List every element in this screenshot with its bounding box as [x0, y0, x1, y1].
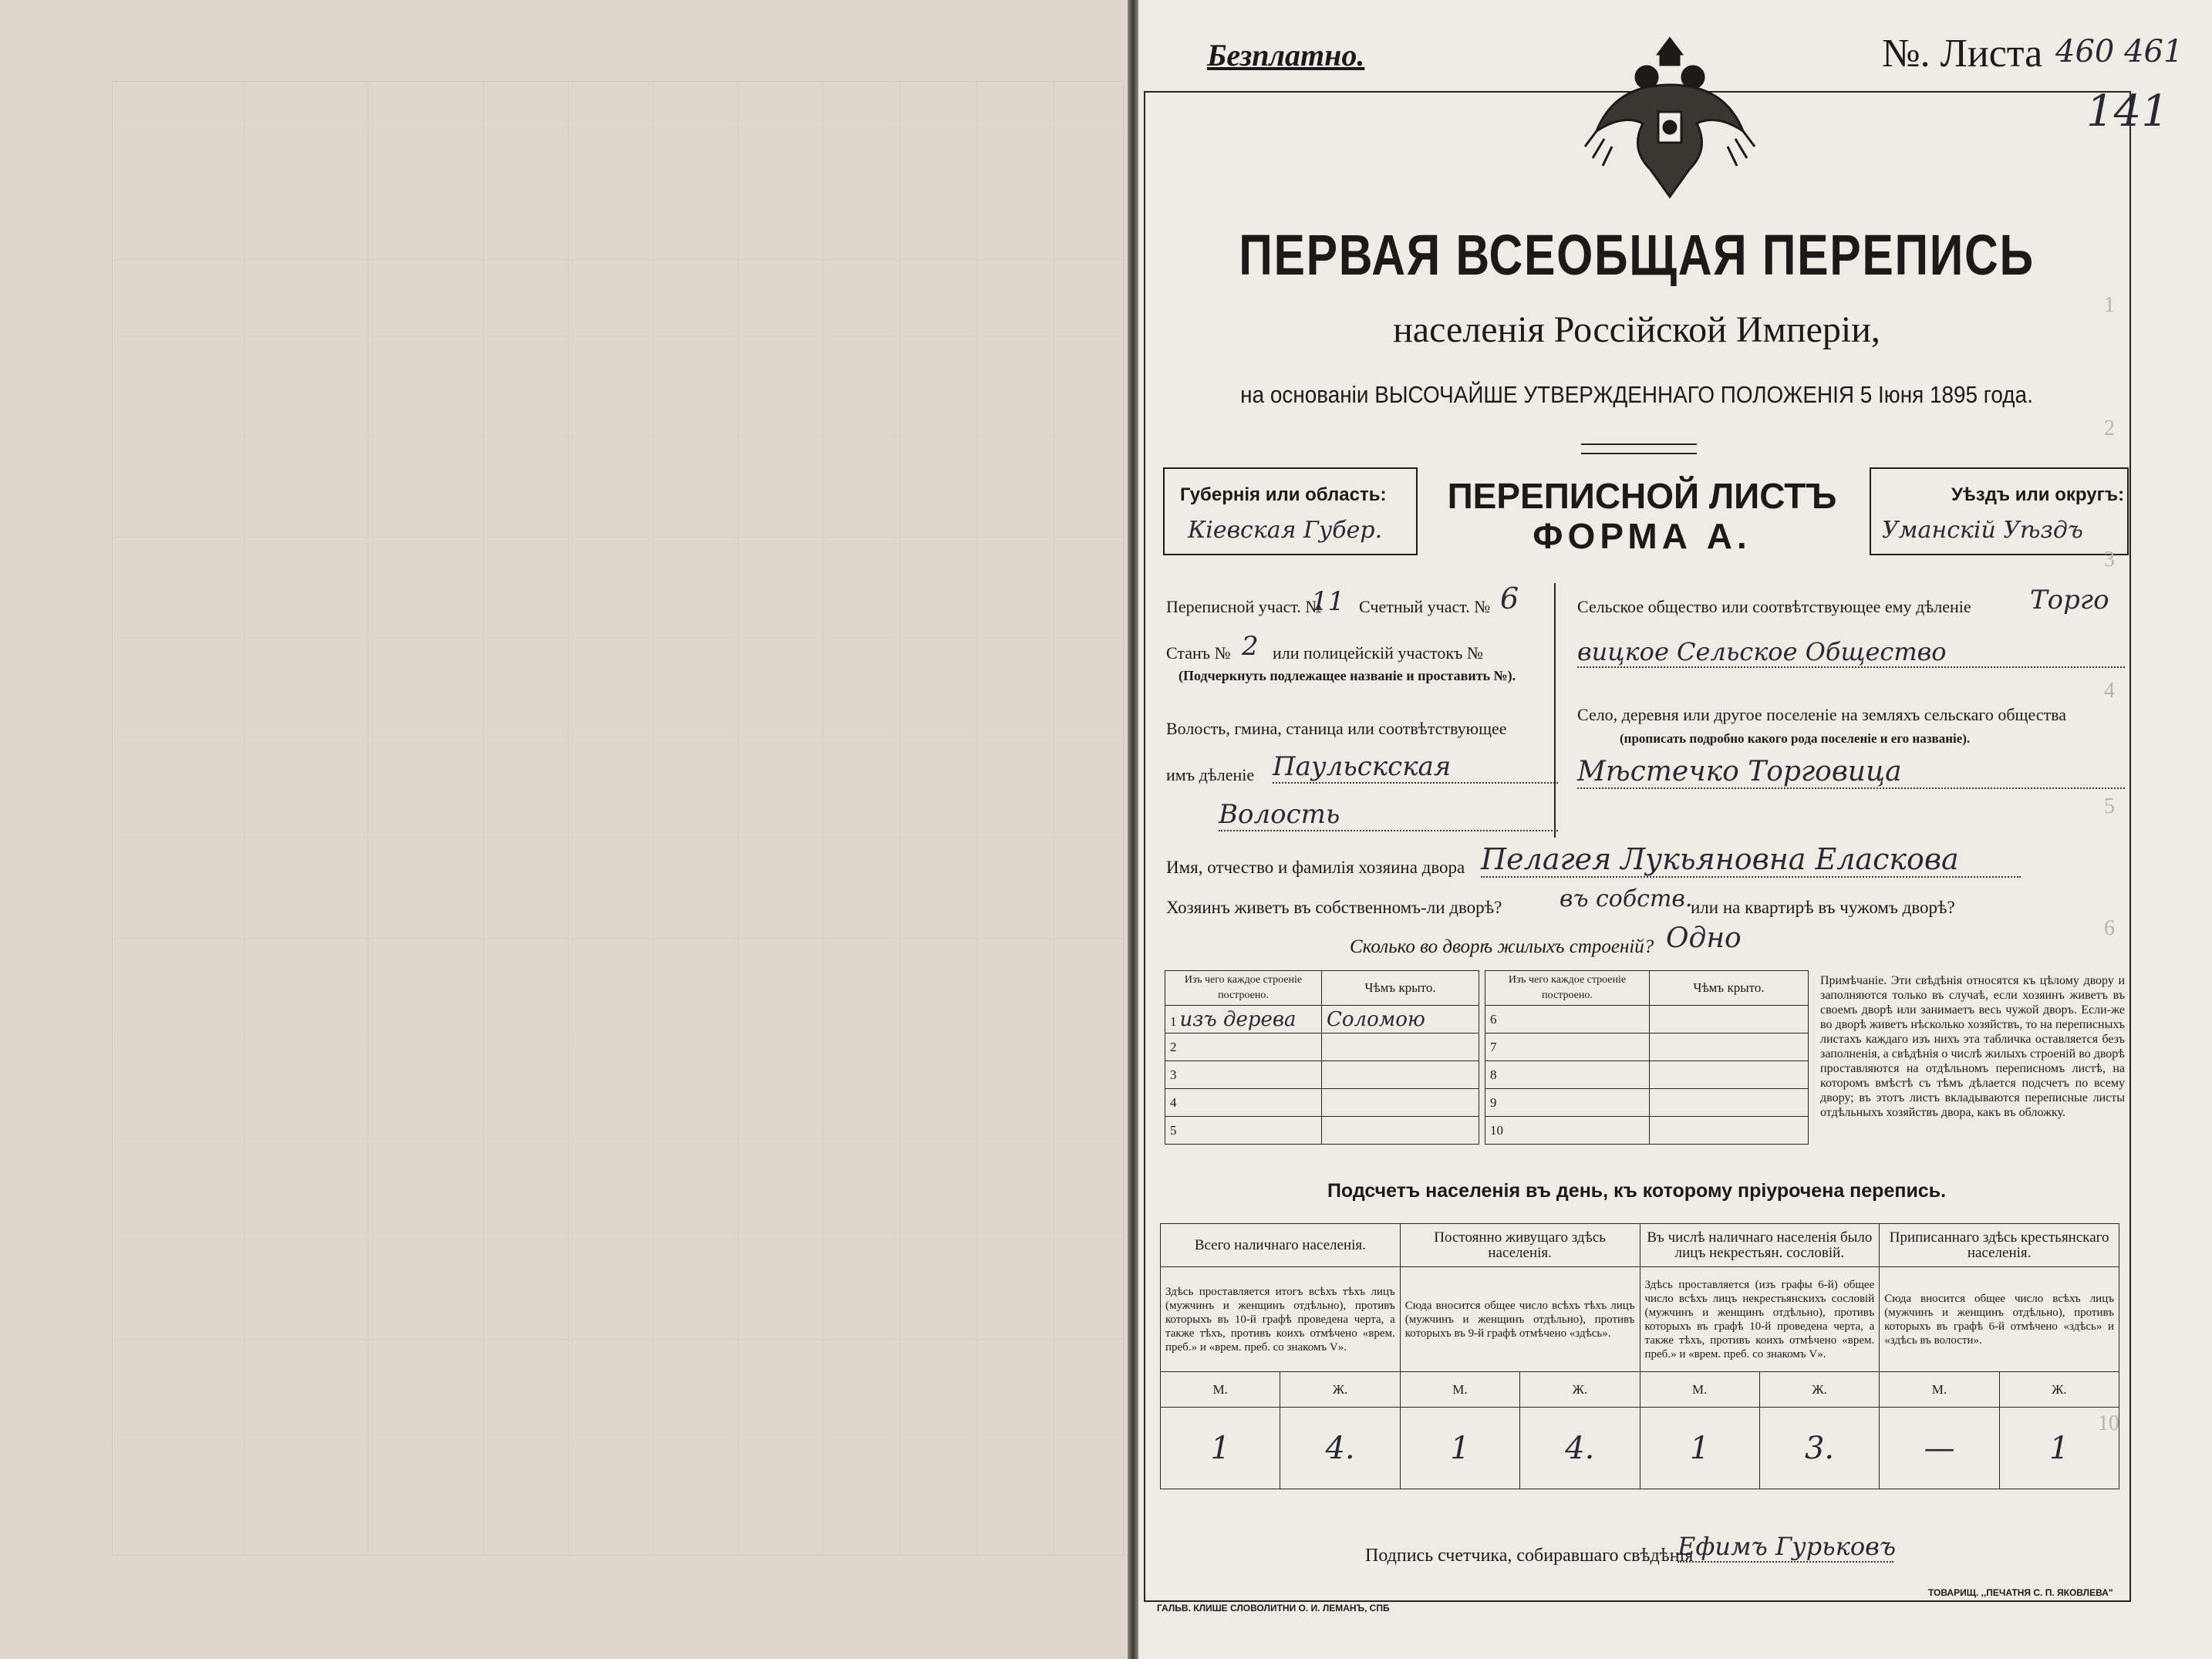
uezd-value: Уманскій Уѣздъ [1882, 517, 2083, 544]
gubernia-label: Губернія или область: [1180, 484, 1387, 505]
table-row: 3 [1165, 1061, 1322, 1089]
table-row: 6 [1485, 1006, 1650, 1034]
table-row: 1 изъ дерева [1165, 1006, 1322, 1034]
corner-number: 141 [2086, 86, 2169, 137]
owner-name-value: Пелагея Лукьяновна Еласкова [1481, 842, 2021, 878]
f-label: Ж. [1520, 1372, 1640, 1408]
ghost-row-number: 4 [2104, 679, 2115, 703]
uezd-label: Уѣздъ или округъ: [1951, 484, 2125, 505]
census-col-desc: Здѣсь проставляется итогъ всѣхъ тѣхъ лицъ (мужчинъ и женщинъ отдѣльно), противъ которыхъ въ 10-й графѣ проведена черта, а также тѣхъ, противъ коихъ отмѣчено «врем. преб.» и «врем. преб. со знакомъ V». [1161, 1267, 1401, 1372]
signature-value: Ефимъ Гурьковъ [1678, 1532, 1897, 1561]
sheet-numbers: 460 461 [2055, 34, 2183, 69]
count-value: 1 [1400, 1408, 1519, 1489]
census-col-title: Въ числѣ наличнаго населенія было лицъ некрестьян. сословій. [1640, 1224, 1880, 1267]
stan-value: 2 [1242, 631, 1259, 662]
owner-lives-label: Хозяинъ живетъ въ собственномъ-ли дворѣ? [1166, 898, 1502, 917]
ghost-row-number: 3 [2104, 548, 2115, 572]
table-row: 2 [1165, 1034, 1322, 1061]
printer-right: ТОВАРИЩ. ,,ПЕЧАТНЯ С. П. ЯКОВЛЕВА" [1928, 1587, 2113, 1598]
ghost-row-number: 1 [2104, 293, 2115, 317]
police-label: или полицейскій участокъ № [1273, 643, 1483, 663]
selskoe-label: Сельское общество или соотвѣтствующее ему дѣленіе [1577, 597, 1971, 616]
census-col-desc: Сюда вносится общее число всѣхъ тѣхъ лицъ (мужчинъ и женщинъ отдѣльно), противъ которыхъ въ 9-й графѣ отмѣчено «здѣсь». [1400, 1267, 1640, 1372]
left-page-ghost-table [112, 81, 1124, 1556]
f-label: Ж. [1280, 1372, 1400, 1408]
ghost-row-number: 2 [2104, 416, 2115, 440]
schetny-uchast-label: Счетный участ. № [1359, 597, 1491, 616]
count-value: — [1880, 1408, 1999, 1489]
census-col-desc: Сюда вносится общее число всѣхъ лицъ (мужчинъ и женщинъ отдѣльно), противъ которыхъ въ графѣ 6-й отмѣчено «здѣсь» и «здѣсь въ волости». [1880, 1267, 2119, 1372]
basis-line: на основаніи ВЫСОЧАЙШЕ УТВЕРЖДЕННАГО ПОЛОЖЕНІЯ 5 Іюня 1895 года. [1240, 381, 2033, 408]
free-label: Безплатно. [1207, 38, 1365, 72]
selo-value: Мѣстечко Торговица [1577, 756, 2125, 789]
table-row: 9 [1485, 1089, 1650, 1117]
table-row: 8 [1485, 1061, 1650, 1089]
perepis-uchast-label: Переписной участ. № [1166, 597, 1322, 616]
form-subtitle: ФОРМА А. [1533, 516, 1752, 556]
volost-label-2: имъ дѣленіе [1166, 765, 1255, 784]
owner-or-label: или на квартирѣ въ чужомъ дворѣ? [1691, 898, 1955, 917]
table-row: 7 [1485, 1034, 1650, 1061]
selskoe-value-1: Торго [2030, 585, 2109, 615]
f-label: Ж. [1759, 1372, 1879, 1408]
ornament-divider [1581, 443, 1697, 454]
selo-label: Село, деревня или другое поселеніе на земляхъ сельскаго общества [1577, 705, 2067, 724]
selskoe-value-2: вицкое Сельское Общество [1577, 637, 2125, 668]
count-value: 1 [1640, 1408, 1759, 1489]
underline-note: (Подчеркнуть подлежащее названіе и проставить №). [1178, 668, 1516, 683]
count-value: 1 [1161, 1408, 1280, 1489]
perepis-uchast-value: 11 [1311, 586, 1345, 617]
table-row: 4 [1165, 1089, 1322, 1117]
buildings-note: Примѣчаніе. Эти свѣдѣнія относятся къ цѣлому двору и заполняются только въ случаѣ, если хозяинъ живетъ въ своемъ дворѣ или занимаетъ весь чужой дворъ. Если-же во дворѣ живетъ нѣсколько хозяйствъ, то на переписныхъ листахъ каждаго изъ нихъ эта табличка оставляется безъ заполненія, а свѣдѣнія о числѣ жилыхъ строеній во дворѣ проставляются на отдѣльномъ переписномъ листѣ, на которомъ вмѣстѣ съ тѣмъ дѣлается подсчетъ по всему двору; въ этотъ листъ вкладываются переписные листы отдѣльныхъ хозяйствъ двора, какъ въ обложку. [1820, 974, 2125, 1119]
census-count-table [1160, 1223, 2119, 1489]
signature-label: Подпись счетчика, собиравшаго свѣдѣнія [1365, 1546, 1694, 1566]
volost-value-1: Паульскская [1273, 751, 1558, 784]
census-count-heading: Подсчетъ населенія въ день, къ которому пріурочена перепись. [1327, 1180, 1947, 1202]
stan-label: Станъ № [1166, 643, 1231, 663]
sheet-label: №. Листа [1882, 32, 2043, 76]
book-binding [1128, 0, 1138, 1659]
m-label: М. [1400, 1372, 1519, 1408]
subtitle: населенія Россійской Имперіи, [1393, 309, 1880, 350]
census-col-title: Приписаннаго здѣсь крестьянскаго населенія. [1880, 1224, 2119, 1267]
main-title: ПЕРВАЯ ВСЕОБЩАЯ ПЕРЕПИСЬ [1239, 223, 2035, 287]
ghost-row-number: 6 [2104, 916, 2115, 940]
form-title: ПЕРЕПИСНОЙ ЛИСТЪ [1447, 476, 1837, 516]
selo-note: (прописать подробно какого рода поселеніе и его названіе). [1620, 731, 1971, 746]
schetny-uchast-value: 6 [1500, 582, 1519, 615]
col-built-header: Изъ чего каждое строеніе построено. [1165, 971, 1322, 1006]
double-headed-eagle-emblem [1581, 31, 1758, 208]
m-label: М. [1640, 1372, 1759, 1408]
col-roof-header: Чѣмъ крыто. [1322, 971, 1479, 1006]
count-value: 3. [1759, 1408, 1879, 1489]
volost-value-2: Волость [1219, 799, 1558, 831]
buildings-table-right: Изъ чего каждое строеніе построено. Чѣмъ крыто. 6 7 8 9 10 [1485, 970, 1809, 1145]
volost-label: Волость, гмина, станица или соотвѣтствующее [1166, 719, 1507, 738]
census-col-title: Всего наличнаго населенія. [1161, 1224, 1401, 1267]
count-value: 4. [1280, 1408, 1400, 1489]
buildings-value: Одно [1666, 922, 1742, 954]
table-row: 5 [1165, 1117, 1322, 1145]
buildings-table-left: Изъ чего каждое строеніе построено. Чѣмъ крыто. 1 изъ дерева Соломою 2 3 4 5 [1165, 970, 1479, 1145]
census-col-desc: Здѣсь проставляется (изъ графы 6-й) общее число всѣхъ лицъ некрестьянскихъ сословій (мужчинъ и женщинъ отдѣльно), противъ которыхъ въ графѣ 10-й проведена черта, а также тѣхъ, противъ коихъ отмѣчено «врем. преб.» и «врем. преб. со знакомъ V». [1640, 1267, 1880, 1372]
f-label: Ж. [1999, 1372, 2119, 1408]
owner-lives-value: въ собств. [1560, 885, 1693, 912]
ghost-row-number: 10 [2098, 1411, 2119, 1435]
count-value: 4. [1520, 1408, 1640, 1489]
owner-name-label: Имя, отчество и фамилія хозяина двора [1166, 858, 1465, 877]
census-col-title: Постоянно живущаго здѣсь населенія. [1400, 1224, 1640, 1267]
m-label: М. [1880, 1372, 1999, 1408]
count-value: 1 [1999, 1408, 2119, 1489]
ghost-row-number: 5 [2104, 794, 2115, 818]
gubernia-value: Кіевская Губер. [1188, 517, 1383, 544]
printer-left: ГАЛЬВ. КЛИШЕ СЛОВОЛИТНИ О. И. ЛЕМАНЪ, СПБ [1157, 1603, 1390, 1613]
district-divider [1554, 583, 1556, 838]
buildings-label: Сколько во дворѣ жилыхъ строеній? [1350, 936, 1654, 957]
table-row: 10 [1485, 1117, 1650, 1145]
m-label: М. [1161, 1372, 1280, 1408]
